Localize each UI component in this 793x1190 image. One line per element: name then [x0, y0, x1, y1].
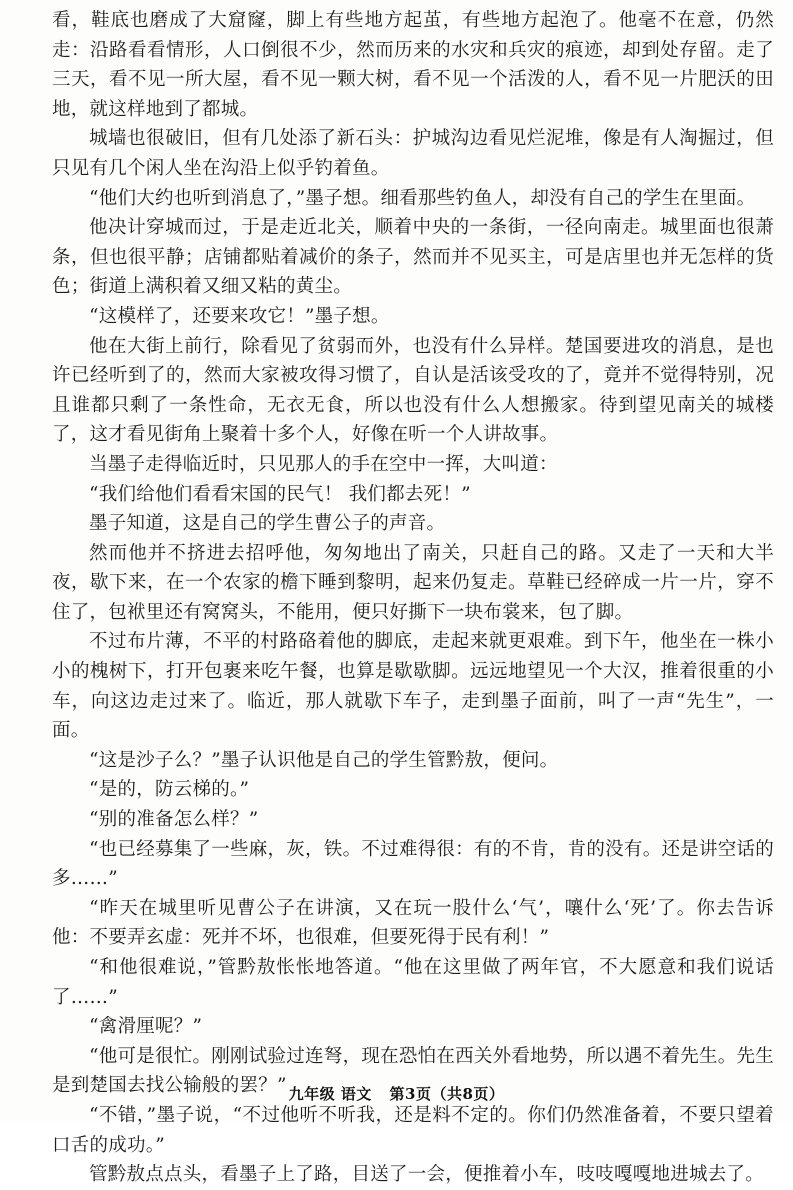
- paragraph-2: 城墙也很破旧，但有几处添了新石头：护城沟边看见烂泥堆，像是有人淘掘过，但只见有几个闲人坐在沟沿上似乎钓着鱼。: [52, 128, 774, 179]
- footer-grade-subject: 九年级 语文: [288, 1085, 372, 1103]
- paragraph-11: 不过布片薄，不平的村路硌着他的脚底，走起来就更艰难。到下午，他坐在一株小小的槐树下，打开包裹来吃午餐，也算是歇歇脚。远远地望见一个大汉，推着很重的小车，向这边走过来了。临近，那人就歇下车子，走到墨子面前，叫了一声“先生”，一面。: [52, 631, 774, 742]
- paragraph-7: 当墨子走得临近时，只见那人的手在空中一挥，大叫道：: [89, 453, 558, 475]
- article-body: [52, 6, 774, 1190]
- page-footer: [0, 1083, 793, 1104]
- paragraph-20: “不错，”墨子说，“不过他听不听我，还是料不定的。你们仍然准备着，不要只望着口舌的成功。”: [52, 1104, 774, 1156]
- paragraph-12: “这是沙子么？”墨子认识他是自己的学生管黔敖，便问。: [89, 749, 559, 771]
- paragraph-5: “这模样了，还要来攻它！”墨子想。: [89, 305, 390, 327]
- paragraph-1: 看，鞋底也磨成了大窟窿，脚上有些地方起茧，有些地方起泡了。他毫不在意，仍然走：沿路看看情形，人口倒很不少，然而历来的水灾和兵灾的痕迹，却到处存留。走了三天，看不见一所大屋，看不见一颗大树，看不见一个活泼的人，看不见一片肥沃的田地，就这样地到了都城。: [52, 10, 774, 120]
- paragraph-21: 管黔敖点点头，看墨子上了路，目送了一会，便推着小车，吱吱嘎嘎地进城去了。: [89, 1164, 765, 1186]
- paragraph-14: “别的准备怎么样？”: [89, 809, 259, 831]
- paragraph-16: “昨天在城里听见曹公子在讲演，又在玩一股什么‘气’，嚷什么‘死’了。你去告诉他：不要弄玄虚：死并不坏，也很难，但要死得于民有利！”: [52, 897, 774, 949]
- footer-page-info: 第3页（共8页）: [389, 1085, 505, 1103]
- paragraph-3: “他们大约也听到消息了，”墨子想。细看那些钓鱼人，却没有自己的学生在里面。: [89, 187, 756, 209]
- paragraph-4: 他决计穿城而过，于是走近北关，顺着中央的一条街，一径向南走。城里面也很萧条，但也很平静；店铺都贴着减价的条子，然而并不见买主，可是店里也并无怎样的货色；街道上满积着又细又粘的黄尘。: [52, 217, 774, 298]
- paragraph-10: 然而他并不挤进去招呼他，匆匆地出了南关，只赶自己的路。又走了一天和大半夜，歇下来，在一个农家的檐下睡到黎明，起来仍复走。草鞋已经碎成一片一片，穿不住了，包袱里还有窝窝头，不能用，便只好撕下一块布裳来，包了脚。: [52, 542, 774, 623]
- paragraph-19: “他可是很忙。刚刚试验过连弩，现在恐怕在西关外看地势，所以遇不着先生。先生是到楚国去找公输般的罢？”: [52, 1045, 774, 1097]
- paragraph-8: “我们给他们看看宋国的民气！ 我们都去死！”: [89, 483, 471, 505]
- paragraph-17: “和他很难说，”管黔敖怅怅地答道。“他在这里做了两年官，不大愿意和我们说话了……”: [52, 957, 774, 1008]
- paragraph-18: “禽滑厘呢？”: [89, 1016, 203, 1038]
- paragraph-13: “是的，防云梯的。”: [89, 779, 250, 801]
- paragraph-15: “也已经募集了一些麻，灰，铁。不过难得很：有的不肯，肯的没有。还是讲空话的多……”: [52, 838, 774, 890]
- paragraph-9: 墨子知道，这是自己的学生曹公子的声音。: [89, 513, 446, 535]
- paragraph-6: 他在大街上前行，除看见了贫弱而外，也没有什么异样。楚国要进攻的消息，是也许已经听到了的，然而大家被攻得习惯了，自认是活该受攻的了，竟并不觉得特别，况且谁都只剩了一条性命，无衣无食，所以也没有什么人想搬家。待到望见南关的城楼了，这才看见街角上聚着十多个人，好像在听一个人讲故事。: [52, 335, 774, 446]
